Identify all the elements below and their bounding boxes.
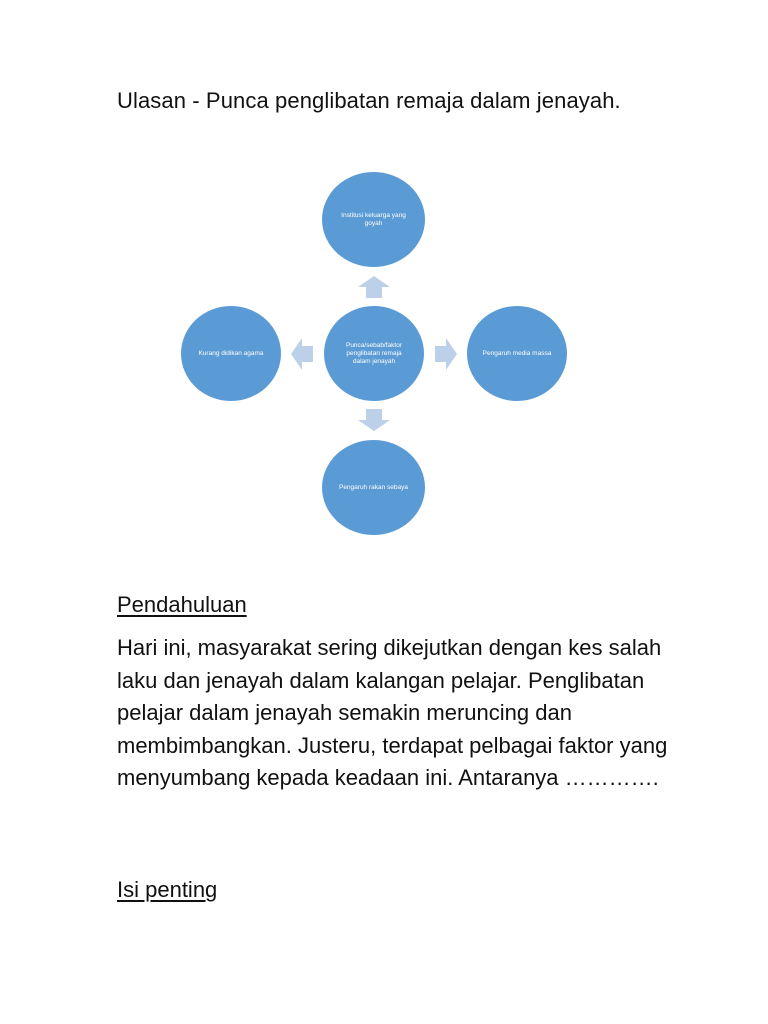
diagram-node-bottom xyxy=(322,440,425,535)
intro-paragraph: Hari ini, masyarakat sering dikejutkan dengan kes salah laku dan jenayah dalam kalangan pelajar. Penglibatan pelajar dalam jenayah semakin meruncing dan membimbangkan. Justeru, terdapat pelbagai faktor yang menyumbang kepada keadaan ini. Antaranya …………. xyxy=(117,635,668,790)
arrow-left-icon xyxy=(291,338,313,370)
diagram-node-left-label: Kurang didikan agama xyxy=(198,349,264,357)
diagram-node-right xyxy=(467,306,567,401)
diagram-node-top xyxy=(322,172,425,267)
diagram-node-top-label: Institusi keluarga yang goyah xyxy=(341,211,406,227)
arrow-up-icon xyxy=(358,276,390,298)
diagram-node-center xyxy=(324,306,424,401)
page-title: Ulasan - Punca penglibatan remaja dalam jenayah. xyxy=(117,88,621,113)
diagram-node-bottom-label: Pengaruh rakan sebaya xyxy=(338,483,409,491)
arrow-right-icon xyxy=(435,338,457,370)
main-points-heading: Isi penting xyxy=(117,877,218,902)
diagram-node-right-label: Pengaruh media massa xyxy=(482,349,552,357)
diagram-node-center-label: Punca/sebab/faktor penglibatan remaja dalam jenayah xyxy=(345,341,402,365)
intro-heading: Pendahuluan xyxy=(117,592,247,617)
diagram-node-left xyxy=(181,306,281,401)
arrow-down-icon xyxy=(358,409,390,431)
